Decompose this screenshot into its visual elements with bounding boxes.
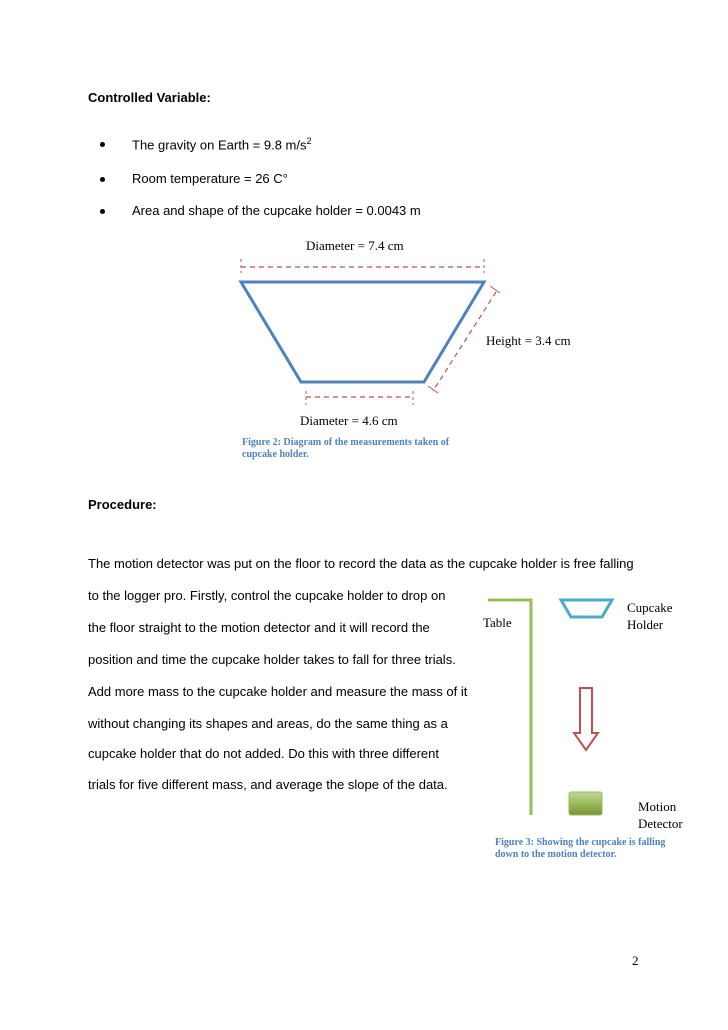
bullet-text-gravity: The gravity on Earth = 9.8 m/s: [132, 137, 307, 153]
procedure-line: to the logger pro. Firstly, control the cupcake holder to drop on: [88, 588, 446, 603]
procedure-line: without changing its shapes and areas, do the same thing as a: [88, 716, 448, 731]
figure-2-caption-line-2: cupcake holder.: [242, 449, 309, 460]
small-cupcake-holder: [561, 600, 612, 617]
figure-3-caption: [495, 837, 665, 861]
height-label: Height = 3.4 cm: [486, 333, 571, 348]
top-diameter-label: Diameter = 7.4 cm: [306, 238, 404, 253]
cupcake-holder-label-line-2: Holder: [627, 617, 664, 632]
gravity-exponent: 2: [306, 136, 312, 146]
cupcake-holder-label-line-1: Cupcake: [627, 600, 673, 615]
falling-arrow-icon: [574, 688, 598, 750]
procedure-line: Add more mass to the cupcake holder and measure the mass of it: [88, 684, 468, 699]
bullet-text-temperature: Room temperature = 26 C°: [132, 171, 288, 186]
bullet-text-area: Area and shape of the cupcake holder = 0.0043 m: [132, 203, 421, 218]
procedure-line: the floor straight to the motion detector and it will record the: [88, 620, 430, 635]
table-shape: [488, 600, 531, 815]
procedure-line: cupcake holder that do not added. Do this with three different: [88, 746, 439, 761]
procedure-heading: Procedure:: [88, 497, 157, 512]
table-label: Table: [483, 615, 512, 630]
procedure-line: The motion detector was put on the floor to record the data as the cupcake holder is free falling: [88, 556, 634, 571]
page-number: 2: [632, 953, 639, 968]
motion-detector-label-line-1: Motion: [638, 799, 677, 814]
motion-detector-label: [638, 798, 683, 832]
motion-detector-box: [569, 792, 602, 815]
cupcake-holder-label: [627, 599, 672, 633]
motion-detector-label-line-2: Detector: [638, 816, 683, 831]
figure-2-caption-line-1: Figure 2: Diagram of the measurements taken of: [242, 437, 450, 448]
procedure-line: position and time the cupcake holder takes to fall for three trials.: [88, 652, 456, 667]
figure-3-caption-line-2: down to the motion detector.: [495, 849, 617, 860]
procedure-line: trials for five different mass, and average the slope of the data.: [88, 777, 448, 792]
controlled-variable-heading: Controlled Variable:: [88, 90, 211, 105]
figure-3-caption-line-1: Figure 3: Showing the cupcake is falling: [495, 837, 666, 848]
bottom-diameter-label: Diameter = 4.6 cm: [300, 413, 398, 428]
